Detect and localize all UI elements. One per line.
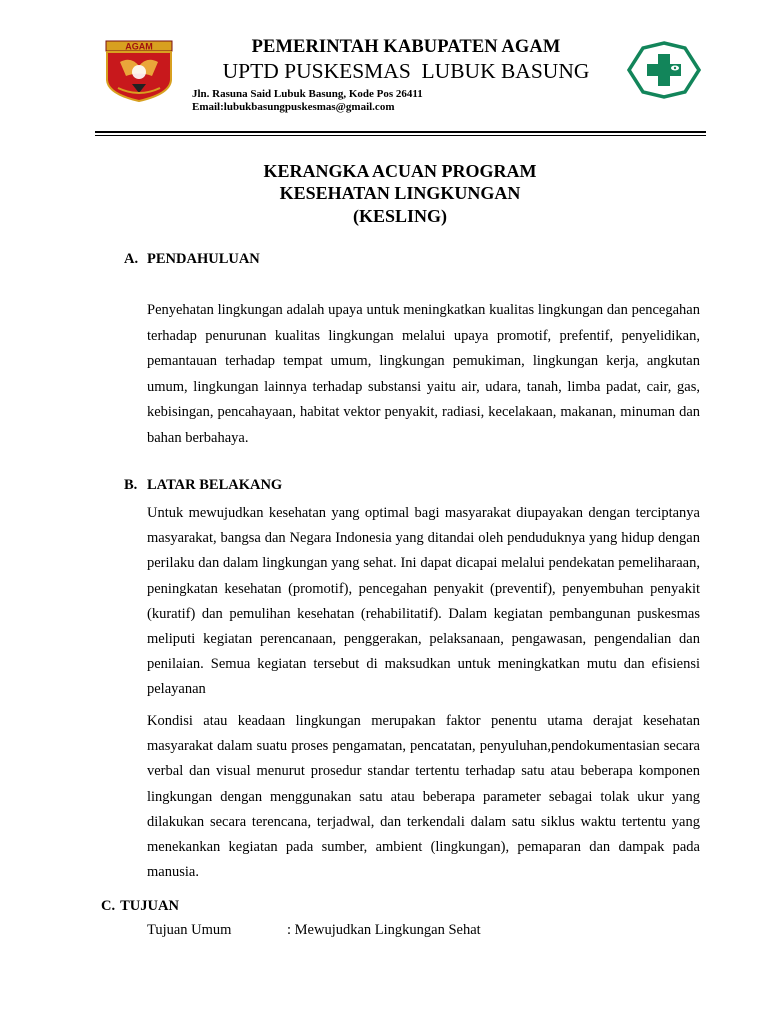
section-a-title: PENDAHULUAN	[147, 251, 260, 267]
general-objective-label: Tujuan Umum	[147, 922, 232, 938]
puskesmas-cross-icon	[627, 41, 701, 99]
document-title-line-1: KERANGKA ACUAN PROGRAM	[263, 161, 537, 181]
email-line: Email:lubukbasungpuskesmas@gmail.com	[192, 101, 395, 113]
document-title-line-2: KESEHATAN LINGKUNGAN	[279, 183, 521, 203]
general-objective-row	[147, 922, 481, 939]
government-name: PEMERINTAH KABUPATEN AGAM	[251, 37, 561, 57]
section-c-heading	[101, 898, 179, 915]
section-b-paragraph-1: Untuk mewujudkan kesehatan yang optimal bagi masyarakat diupayakan dengan terciptanya masyarakat, bangsa dan Negara Indonesia yang ditandai oleh penduduknya yang hidup dengan perilaku dan dalam lingkungan yang sehat. Ini dapat dicapai melalui pendekatan pemeliharaan, peningkatan kesehatan (promotif), pencegahan penyakit (preventif), penyembuhan penyakit (kuratif) dan pemulihan kesehatan (rehabilitatif). Dalam kegiatan pembangunan puskesmas meliputi kegiatan perencanaan, penggerakan, pelaksanaan, pengawasan, pengendalian dan penilaian. Semua kegiatan tersebut di maksudkan untuk meningkatkan mutu dan efisiensi pelayanan	[147, 505, 700, 698]
letterhead-contact	[192, 88, 423, 114]
section-c-title: TUJUAN	[120, 898, 179, 914]
section-c-letter: C.	[101, 898, 116, 914]
agam-regency-shield-icon	[104, 40, 174, 102]
section-b-heading	[124, 477, 282, 494]
section-a-letter: A.	[124, 251, 139, 267]
svg-text:AGAM: AGAM	[125, 41, 153, 52]
letterhead-divider-thin	[95, 135, 706, 136]
section-b-paragraph-2: Kondisi atau keadaan lingkungan merupakan faktor penentu utama derajat kesehatan masyarakat dalam suatu proses pengamatan, pencatatan, penyuluhan,pendokumentasian secara verbal dan visual menurut prosedur standar tertentu terhadap satu atau beberapa komponen lingkungan dengan menggunakan satu atau beberapa parameter sebagai tolak ukur yang dilakukan secara terencana, terjadwal, dan terkendali dalam satu siklus waktu tertentu yang menekankan kegiatan pada sumber, ambient (lingkungan), pemaparan dan dampak pada manusia.	[147, 713, 700, 881]
address-line: Jln. Rasuna Said Lubuk Basung, Kode Pos 26411	[192, 88, 423, 100]
document-title-line-3: (KESLING)	[352, 206, 448, 226]
section-a-heading	[124, 251, 260, 268]
section-b-letter: B.	[124, 477, 138, 493]
puskesmas-name: UPTD PUSKESMAS LUBUK BASUNG	[222, 59, 590, 83]
letterhead-divider-thick	[95, 131, 706, 133]
section-a-paragraph: Penyehatan lingkungan adalah upaya untuk meningkatkan kualitas lingkungan dan pencegahan terhadap penurunan kualitas lingkungan melalui upaya promotif, prefentif, penyelidikan, pemantauan terhadap tempat umum, lingkungan pemukiman, lingkungan kerja, angkutan umum, lingkungan lainnya terhadap substansi yaitu air, udara, tanah, limba padat, cair, gas, kebisingan, pencahayaan, habitat vektor penyakit, radiasi, kecelakaan, makanan, minuman dan bahan berbahaya.	[147, 302, 700, 446]
section-b-title: LATAR BELAKANG	[147, 477, 283, 493]
general-objective-value: : Mewujudkan Lingkungan Sehat	[287, 922, 481, 938]
